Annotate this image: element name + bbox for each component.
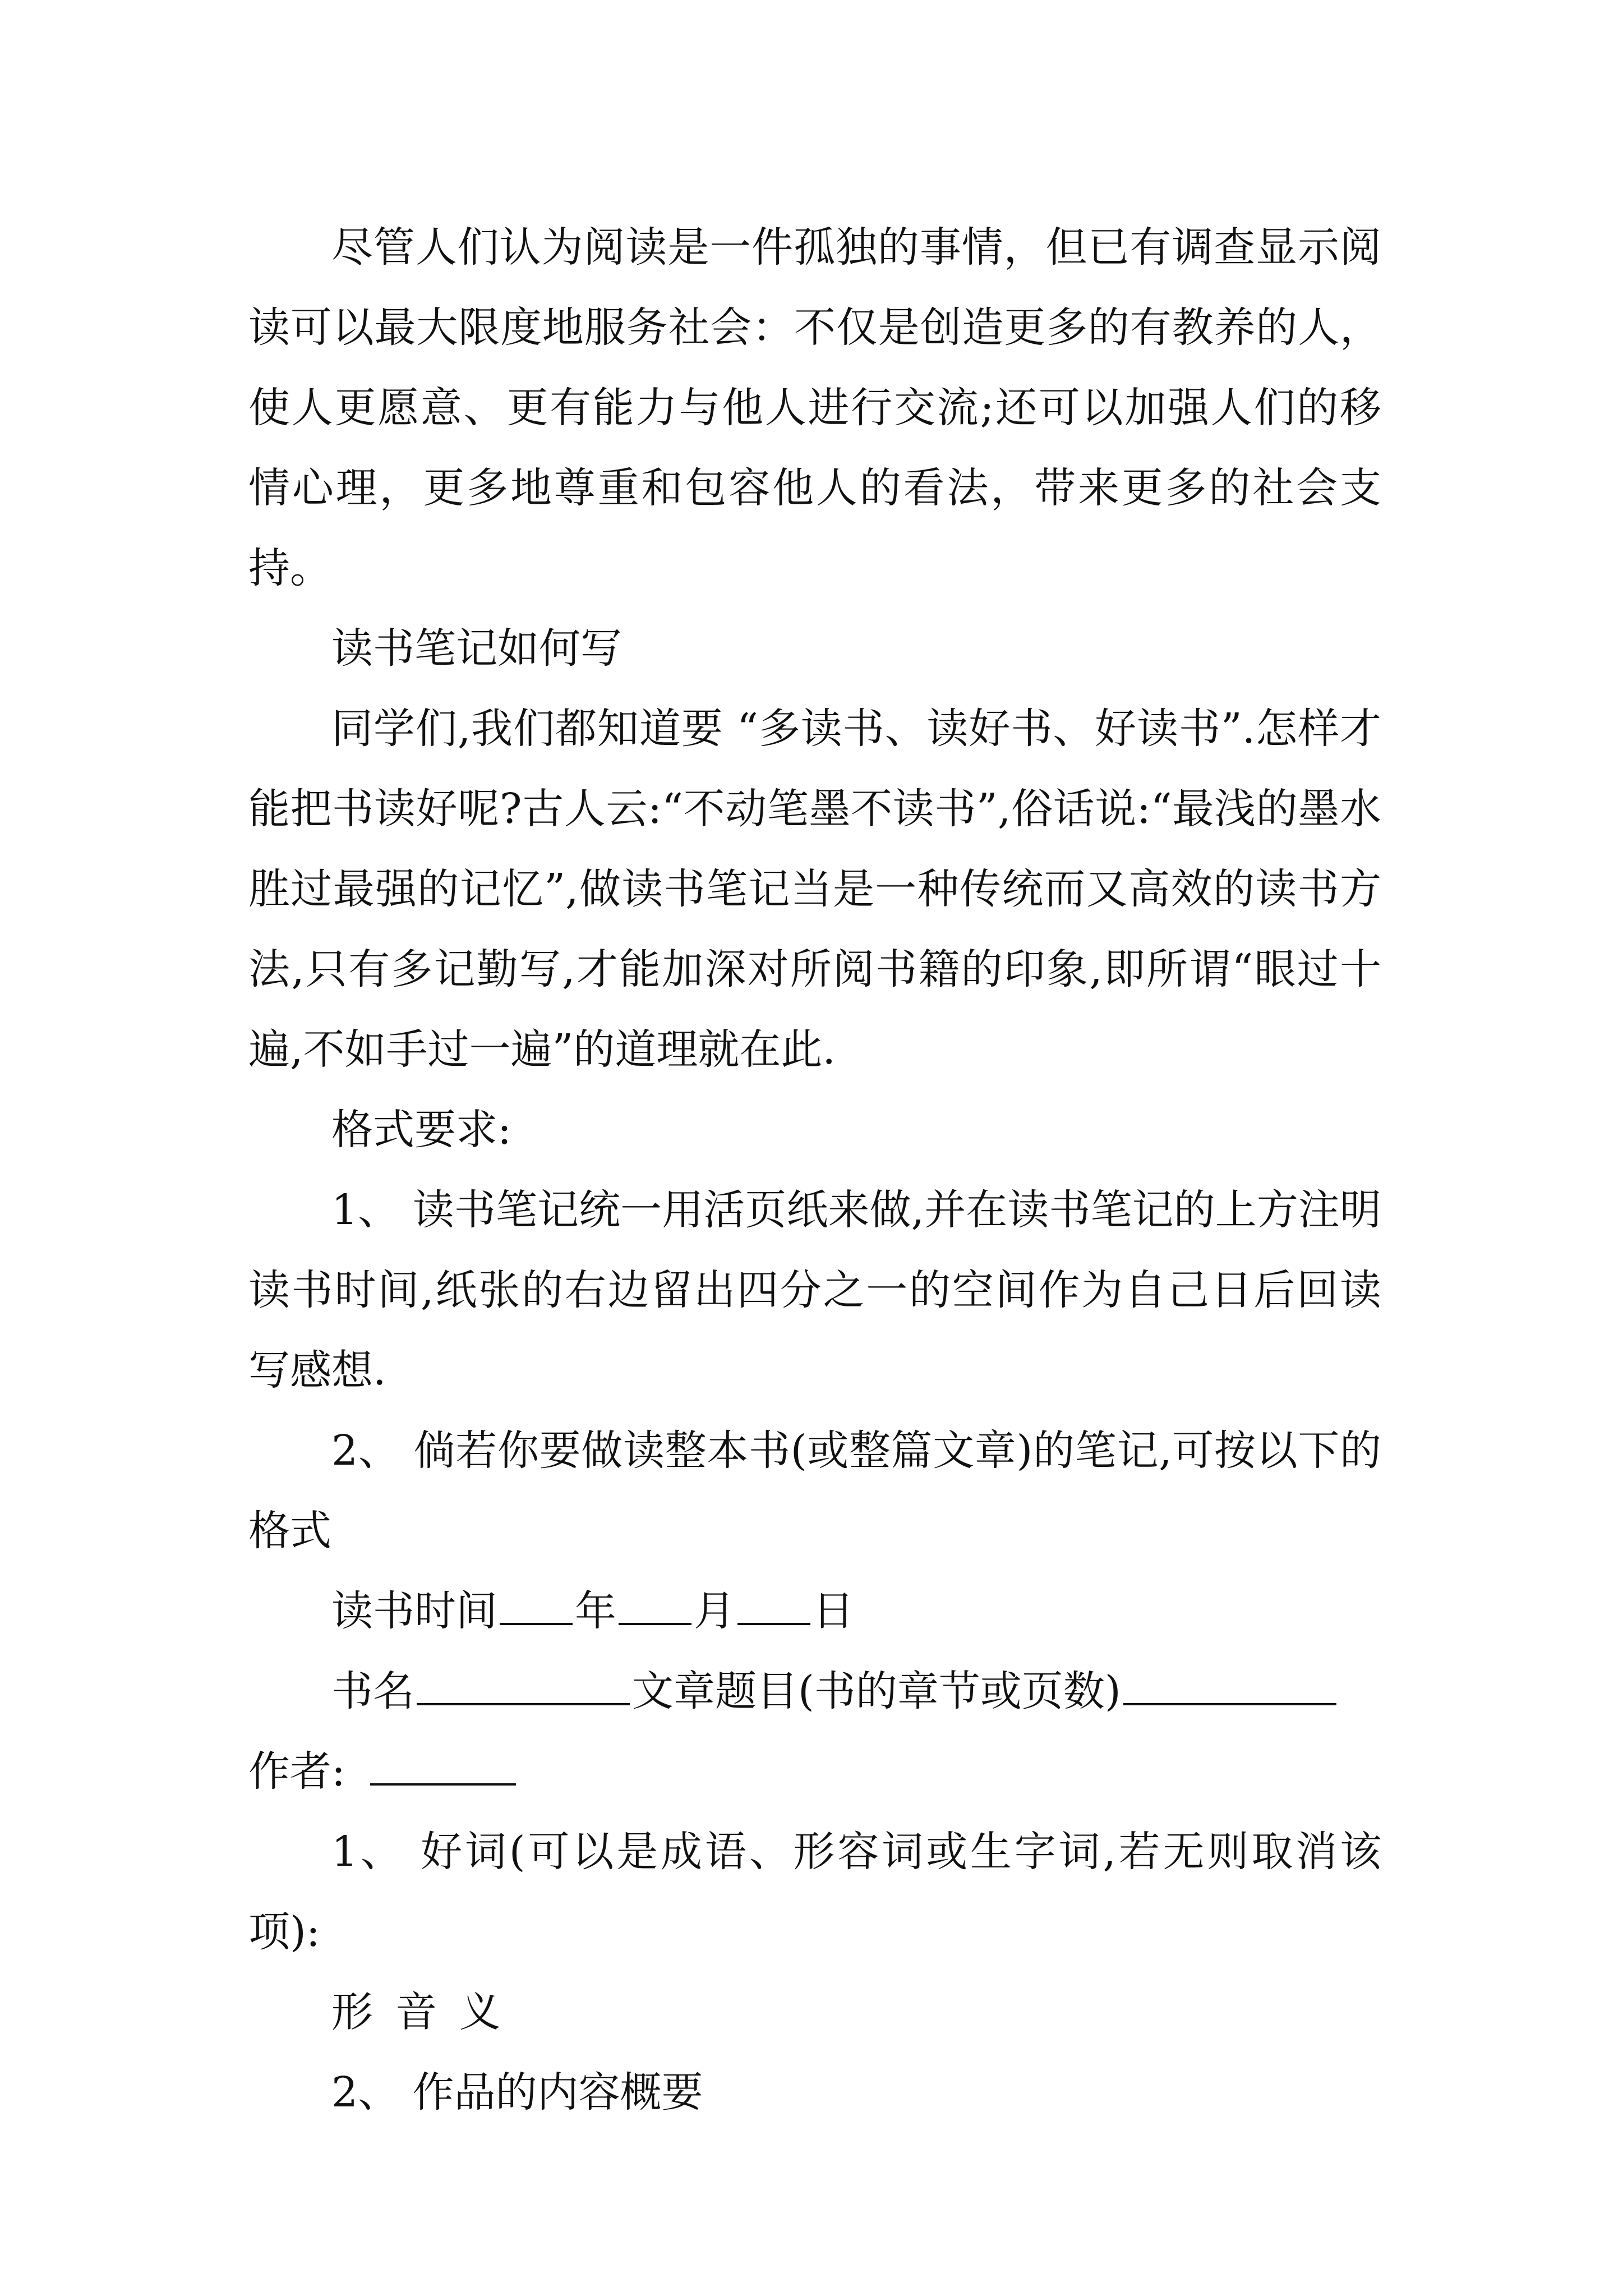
article-title-label: 文章题目(书的章节或页数): [632, 1667, 1121, 1715]
rule-1: 1、 读书笔记统一用活页纸来做,并在读书笔记的上方注明读书时间,纸张的右边留出四分之一的空间作为自己日后回读写感想.: [248, 1186, 1381, 1395]
item-good-words: 1、 好词(可以是成语、形容词或生字词,若无则取消该项):: [248, 1828, 1381, 1956]
month-blank: [619, 1584, 691, 1625]
column-form: 形: [331, 1988, 373, 2036]
day-label: 日: [813, 1587, 854, 1635]
book-name-line: [248, 1651, 1381, 1732]
column-meaning: 义: [459, 1988, 501, 2036]
month-label: 月: [694, 1587, 735, 1635]
author-label: 作者:: [248, 1747, 345, 1796]
author-blank: [370, 1744, 516, 1786]
word-columns-line: [248, 1972, 1381, 2053]
item-content-summary: 2、 作品的内容概要: [331, 2068, 703, 2116]
reading-time-line: [248, 1571, 1381, 1651]
author-line: [248, 1732, 1381, 1812]
year-label: 年: [575, 1587, 616, 1635]
rule-2: 2、 倘若你要做读整本书(或整篇文章)的笔记,可按以下的格式: [248, 1427, 1381, 1555]
column-sound: 音: [395, 1988, 437, 2036]
day-blank: [737, 1584, 810, 1625]
book-name-label: 书名: [331, 1667, 414, 1715]
intro-paragraph: 尽管人们认为阅读是一件孤独的事情，但已有调查显示阅读可以最大限度地服务社会：不仅是创造更多的有教养的人，使人更愿意、更有能力与他人进行交流;还可以加强人们的移情心理，更多地尊重和包容他人的看法，带来更多的社会支持。: [248, 223, 1381, 592]
reading-notes-paragraph: 同学们,我们都知道要 “多读书、读好书、好读书”.怎样才能把书读好呢?古人云:“不动笔墨不读书”,俗话说:“最浅的墨水胜过最强的记忆”,做读书笔记当是一种传统而又高效的读书方法,只有多记勤写,才能加深对所阅书籍的印象,即所谓“眼过十遍,不如手过一遍”的道理就在此.: [248, 705, 1381, 1074]
reading-time-label: 读书时间: [331, 1587, 497, 1635]
format-requirements-title: 格式要求:: [331, 1106, 511, 1154]
article-title-blank: [1123, 1664, 1336, 1705]
document-body: [248, 208, 1381, 2133]
book-name-blank: [417, 1664, 630, 1705]
section-heading: 读书笔记如何写: [331, 624, 622, 673]
year-blank: [500, 1584, 573, 1625]
